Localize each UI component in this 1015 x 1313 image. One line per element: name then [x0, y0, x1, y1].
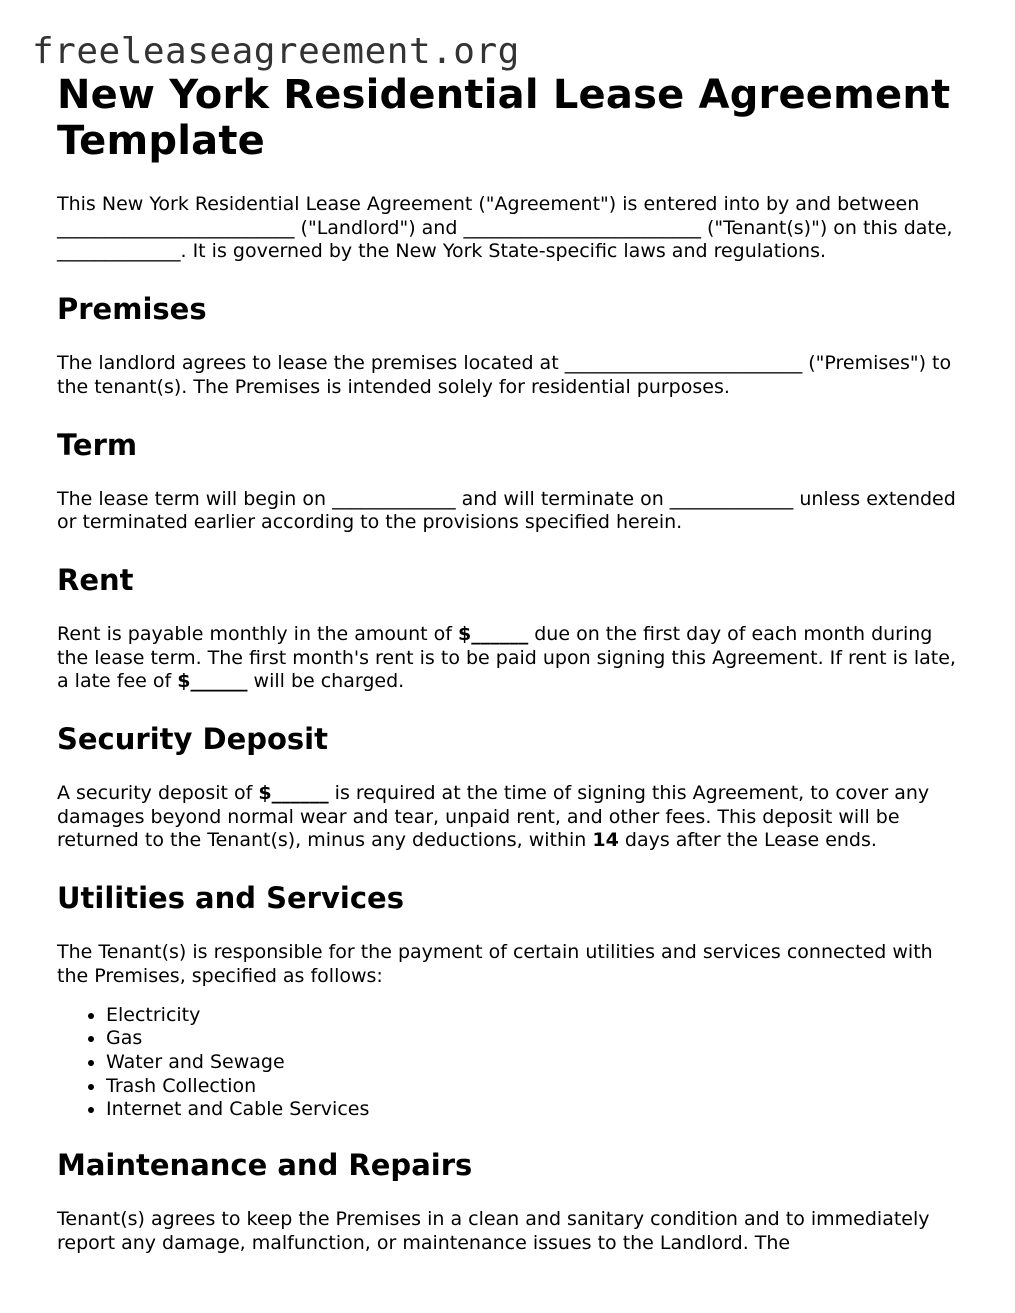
late-fee-blank: $______: [177, 670, 248, 693]
list-item: • Water and Sewage: [106, 1051, 962, 1075]
premises-paragraph: The landlord agrees to lease the premises located at _________________________ ("Premises") to the tenant(s). The Premises is intended solely for residential purposes.: [57, 352, 952, 398]
rent-text-2: due on the first day of each month during the lease term. The first month's rent is to be paid upon signing this Agreement. If rent is late, a late fee of: [57, 622, 956, 693]
deposit-return-days: 14: [592, 829, 619, 852]
page-title: New York Residential Lease Agreement Template: [57, 72, 951, 164]
maintenance-heading: Maintenance and Repairs: [57, 1148, 473, 1183]
rent-text-3: will be charged.: [247, 670, 405, 693]
rent-heading: Rent: [57, 562, 134, 597]
term-paragraph: The lease term will begin on _____________ and will terminate on _____________ unless extended or terminated earlier according to the provisions specified herein.: [57, 487, 956, 534]
deposit-text-2: is required at the time of signing this Agreement, to cover any damages beyond normal wear and tear, unpaid rent, and other fees. This deposit will be returned to the Tenant(s), minus any deductions, within: [57, 782, 930, 852]
rent-text-1: Rent is payable monthly in the amount of: [57, 622, 458, 645]
deposit-text-3: days after the Lease ends.: [618, 829, 877, 852]
list-item: • Electricity: [106, 1004, 962, 1028]
security-deposit-heading: Security Deposit: [57, 722, 328, 757]
rent-amount-blank: $______: [457, 622, 529, 645]
deposit-text-1: A security deposit of: [57, 782, 259, 805]
list-item: • Gas: [106, 1027, 962, 1051]
utilities-list: [57, 1004, 962, 1123]
term-heading: Term: [57, 427, 138, 462]
utilities-heading: Utilities and Services: [57, 881, 404, 916]
security-deposit-paragraph: [57, 782, 962, 853]
premises-heading: Premises: [57, 292, 207, 327]
deposit-amount-blank: $______: [258, 782, 329, 805]
list-item: • Internet and Cable Services: [106, 1098, 962, 1122]
document-body: [57, 72, 962, 1283]
maintenance-paragraph: Tenant(s) agrees to keep the Premises in a clean and sanitary condition and to immediately report any damage, malfunction, or maintenance issues to the Landlord. The: [57, 1208, 930, 1254]
rent-paragraph: [57, 623, 962, 694]
utilities-paragraph: The Tenant(s) is responsible for the payment of certain utilities and services connected with the Premises, specified as follows:: [57, 941, 933, 987]
watermark-text: freeleaseagreement.org: [32, 31, 520, 72]
intro-paragraph: This New York Residential Lease Agreement ("Agreement") is entered into by and between _________________________ ("Landlord") and _________________________ ("Tenant(s)") on this date, _____________. It is governed by the New York State-specific laws and regulations.: [57, 193, 953, 263]
list-item: • Trash Collection: [106, 1075, 962, 1099]
